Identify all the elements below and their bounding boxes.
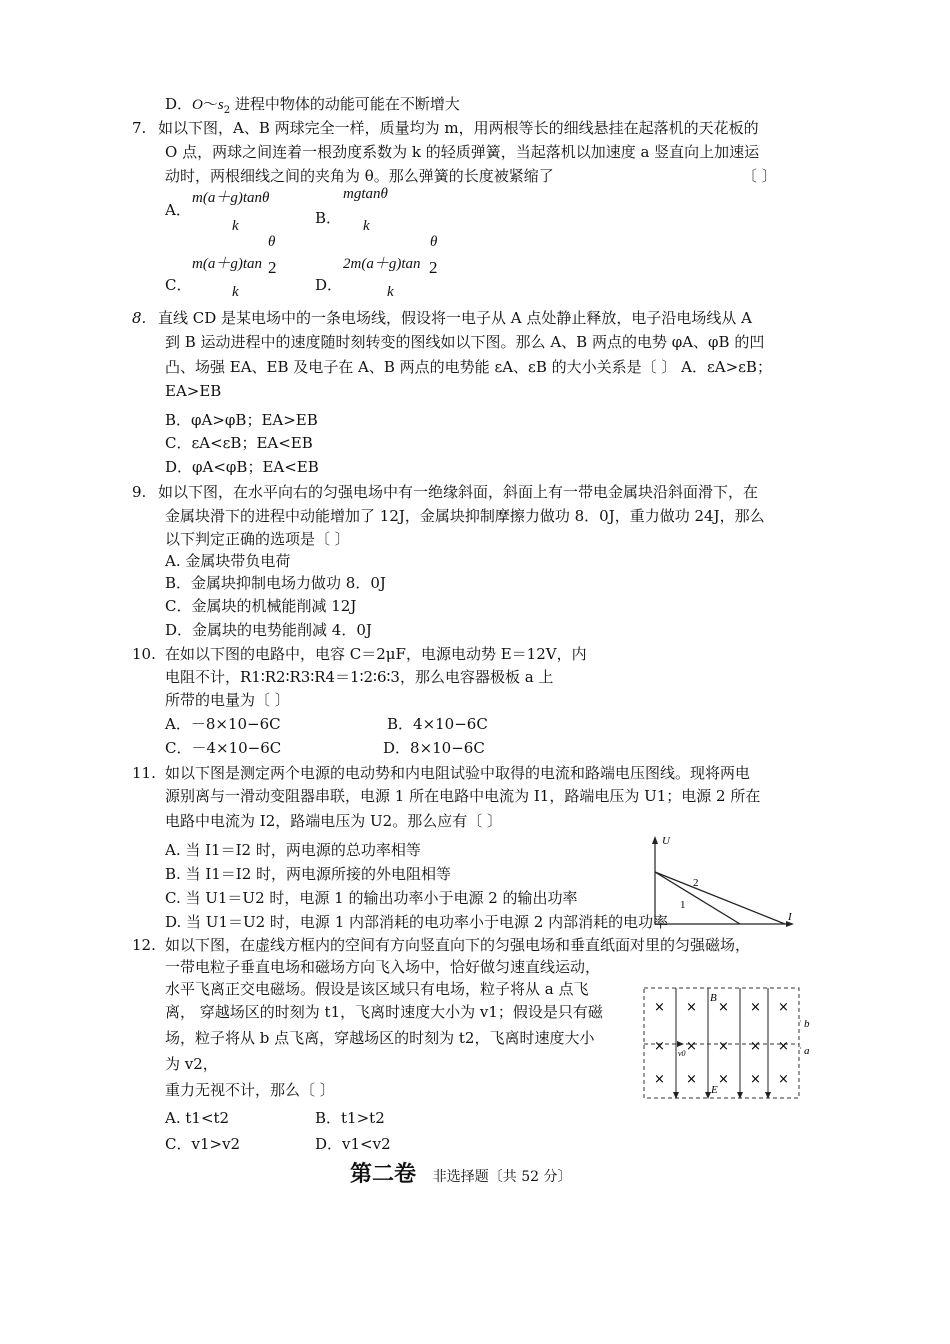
q12-b-cross: × bbox=[718, 1000, 729, 1015]
q12-point-b-label: b bbox=[804, 1018, 810, 1030]
q12-b-cross: × bbox=[750, 1039, 761, 1054]
q7-option-b-denominator: k bbox=[363, 218, 370, 234]
q7-option-d-half-numerator: θ bbox=[430, 234, 438, 250]
q9-text-line1: 如以下图，在水平向右的匀强电场中有一绝缘斜面，斜面上有一带电金属块沿斜面滑下，在 bbox=[158, 483, 759, 501]
q10-option-b: B．4×10−6C bbox=[387, 715, 488, 733]
q12-v0-label: v0 bbox=[678, 1049, 686, 1058]
q12-option-a: A. t1<t2 bbox=[165, 1109, 230, 1127]
q11-text-line3: 电路中电流为 I2，路端电压为 U2。那么应有〔 〕 bbox=[165, 812, 502, 830]
q10-option-c: C．－4×10−6C bbox=[165, 739, 282, 757]
q12-text-line7: 重力无视不计，那么〔 〕 bbox=[165, 1081, 335, 1099]
q7-option-c-half-numerator: θ bbox=[268, 234, 276, 250]
q7-option-c-denominator: k bbox=[232, 284, 239, 300]
q12-b-cross: × bbox=[778, 1039, 789, 1054]
q11-option-c: C. 当 U1＝U2 时，电源 1 的输出功率小于电源 2 的输出功率 bbox=[165, 889, 578, 907]
q11-graph-line-2 bbox=[655, 872, 785, 924]
q7-answer-bracket: 〔 〕 bbox=[742, 167, 777, 185]
q7-option-b-label: B． bbox=[315, 209, 342, 227]
q12-option-b: B．t1>t2 bbox=[315, 1109, 385, 1127]
q11-option-d: D. 当 U1＝U2 时，电源 1 内部消耗的电功率小于电源 2 内部消耗的电功率 bbox=[165, 913, 669, 931]
q11-graph-y-label: U bbox=[662, 835, 670, 847]
q12-b-cross: × bbox=[718, 1072, 729, 1087]
q8-number: 8. bbox=[132, 309, 147, 327]
q10-text-line2: 电阻不计，R1∶R2∶R3∶R4＝1∶2∶6∶3，那么电容器极板 a 上 bbox=[165, 668, 554, 686]
q8-text-line4: EA>EB bbox=[165, 382, 222, 400]
part2-subtitle: 非选择题〔共 52 分〕 bbox=[432, 1169, 572, 1185]
q12-e-arrow-icon bbox=[765, 1092, 771, 1099]
q8-option-d: D．φA<φB；EA<EB bbox=[165, 458, 319, 476]
q12-text-line5: 场，粒子将从 b 点飞离，穿越场区的时刻为 t2，飞离时速度大小 bbox=[165, 1029, 595, 1047]
q11-graph-x-label: I bbox=[788, 911, 792, 923]
q12-option-d: D．v1<v2 bbox=[315, 1135, 391, 1153]
q10-option-d: D．8×10−6C bbox=[383, 739, 485, 757]
q12-number: 12. bbox=[132, 936, 156, 954]
q8-option-c: C．εA<εB；EA<EB bbox=[165, 434, 313, 452]
q7-option-c-label: C． bbox=[165, 276, 192, 294]
q9-option-a: A. 金属块带负电荷 bbox=[165, 552, 291, 570]
q9-text-line3: 以下判定正确的选项是〔 〕 bbox=[165, 530, 350, 548]
q12-b-cross: × bbox=[654, 1000, 665, 1015]
q10-text-line3: 所带的电量为〔 〕 bbox=[165, 691, 290, 709]
q9-option-b: B．金属块抑制电场力做功 8．0J bbox=[165, 574, 386, 592]
q11-graph-y-arrow-icon bbox=[652, 836, 658, 844]
q12-point-a-label: a bbox=[804, 1045, 810, 1057]
q8-text-line3: 凸、场强 EA、EB 及电子在 A、B 两点的电势能 εA、εB 的大小关系是〔 〕 A．εA>εB； bbox=[165, 358, 772, 376]
q12-e-arrow-icon bbox=[737, 1092, 743, 1099]
part2-title: 第二卷 bbox=[350, 1161, 417, 1187]
q12-b-cross: × bbox=[718, 1039, 729, 1054]
q12-point-a-mark: · bbox=[799, 1044, 802, 1053]
q11-text-line2: 源别离与一滑动变阻器串联，电源 1 所在电路中电流为 I1，路端电压为 U1；电源 2 所在 bbox=[165, 787, 761, 805]
q11-text-line1: 如以下图是测定两个电源的电动势和内电阻试验中取得的电流和路端电压图线。现将两电 bbox=[165, 764, 751, 782]
q12-b-cross: × bbox=[686, 1000, 697, 1015]
q10-text-line1: 在如以下图的电路中，电容 C＝2μF，电源电动势 E＝12V，内 bbox=[165, 645, 587, 663]
q12-b-cross: × bbox=[778, 1072, 789, 1087]
q7-number: 7. bbox=[132, 119, 147, 137]
q7-option-c-numerator: m(a＋g)tan bbox=[192, 256, 262, 272]
q7-option-d-denominator: k bbox=[387, 284, 394, 300]
q11-graph-line2-label: 2 bbox=[693, 877, 699, 889]
q12-option-c: C．v1>v2 bbox=[165, 1135, 241, 1153]
q8-option-b: B．φA>φB；EA>EB bbox=[165, 411, 318, 429]
q9-option-c: C．金属块的机械能削减 12J bbox=[165, 597, 357, 615]
q12-b-cross: × bbox=[686, 1039, 697, 1054]
q7-text-line2: O 点，两球之间连着一根劲度系数为 k 的轻质弹簧，当起落机以加速度 a 竖直向上加速运 bbox=[165, 143, 760, 161]
q10-number: 10. bbox=[132, 645, 156, 663]
q12-text-line2: 一带电粒子垂直电场和磁场方向飞入场中，恰好做匀速直线运动， bbox=[165, 958, 601, 976]
q7-option-c-half-denominator: 2 bbox=[268, 258, 277, 277]
q12-b-field-label: B bbox=[710, 992, 717, 1004]
q12-e-field-label: E bbox=[711, 1084, 718, 1096]
q12-text-line6: 为 v2， bbox=[165, 1055, 218, 1073]
q7-text-line3: 动时，两根细线之间的夹角为 θ。那么弹簧的长度被紧缩了 bbox=[165, 167, 554, 185]
q8-text-line1: 直线 CD 是某电场中的一条电场线，假设将一电子从 A 点处静止释放，电子沿电场线从 A bbox=[158, 309, 753, 327]
q7-option-d-numerator: 2m(a＋g)tan bbox=[343, 256, 421, 272]
q12-b-cross: × bbox=[778, 1000, 789, 1015]
q7-option-d-half-denominator: 2 bbox=[429, 258, 438, 277]
q12-point-b-mark: · bbox=[799, 1017, 802, 1026]
q7-option-a-numerator: m(a＋g)tanθ bbox=[192, 190, 270, 206]
q8-text-line2: 到 B 运动进程中的速度随时刻转变的图线如以下图。那么 A、B 两点的电势 φA、φB 的凹 bbox=[165, 333, 765, 351]
q9-text-line2: 金属块滑下的进程中动能增加了 12J，金属块抑制摩擦力做功 8．0J，重力做功 24J，那么 bbox=[165, 507, 765, 525]
q12-b-cross: × bbox=[686, 1072, 697, 1087]
q11-number: 11. bbox=[132, 764, 156, 782]
q9-option-d: D．金属块的电势能削减 4．0J bbox=[165, 621, 372, 639]
q11-option-b: B. 当 I1＝I2 时，两电源所接的外电阻相等 bbox=[165, 865, 452, 883]
q7-option-b-numerator: mgtanθ bbox=[343, 186, 388, 202]
q12-b-cross: × bbox=[654, 1072, 665, 1087]
q11-option-a: A. 当 I1＝I2 时，两电源的总功率相等 bbox=[165, 841, 421, 859]
q7-option-d-label: D． bbox=[315, 276, 343, 294]
q12-text-line3: 水平飞离正交电磁场。假设是该区域只有电场，粒子将从 a 点飞 bbox=[165, 980, 589, 998]
q12-b-cross: × bbox=[750, 1000, 761, 1015]
q12-text-line4: 离， 穿越场区的时刻为 t1，飞离时速度大小为 v1；假设是只有磁 bbox=[165, 1003, 603, 1021]
q12-v0-arrow-icon bbox=[677, 1041, 684, 1047]
part2-heading bbox=[350, 1160, 572, 1191]
q7-text-line1: 如以下图，A、B 两球完全一样，质量均为 m，用两根等长的细线悬挂在起落机的天花板的 bbox=[158, 119, 759, 137]
q12-b-cross: × bbox=[654, 1039, 665, 1054]
q10-option-a: A．－8×10−6C bbox=[165, 715, 281, 733]
q12-b-cross: × bbox=[750, 1072, 761, 1087]
q11-graph-line1-label: 1 bbox=[680, 899, 686, 911]
q7-option-a-denominator: k bbox=[232, 218, 239, 234]
q7-option-a-label: A． bbox=[165, 201, 191, 219]
q11-ui-graph bbox=[640, 832, 800, 932]
q12-field-diagram bbox=[640, 983, 810, 1103]
q12-text-line1: 如以下图，在虚线方框内的空间有方向竖直向下的匀强电场和垂直纸面对里的匀强磁场， bbox=[165, 936, 751, 954]
q9-number: 9. bbox=[132, 483, 147, 501]
q6-option-d: D．$O\sim s_2$ 进程中物体的动能可能在不断增大 bbox=[165, 95, 460, 116]
